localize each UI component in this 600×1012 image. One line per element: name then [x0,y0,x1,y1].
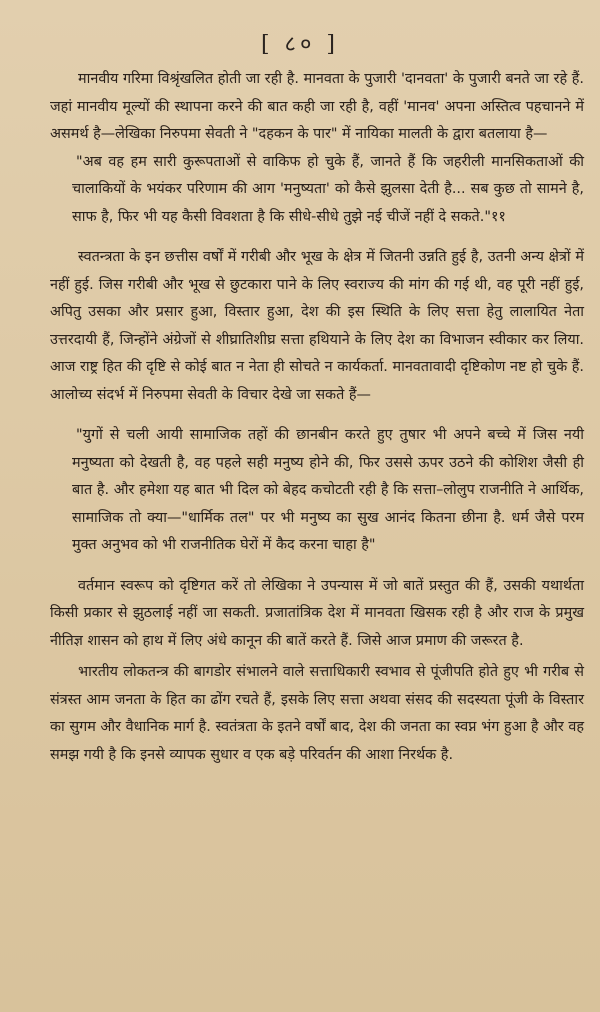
quote-dahkan-ke-paar: "अब वह हम सारी कुरूपताओं से वाकिफ हो चुके हैं, जानते हैं कि जहरीली मानसिकताओं की चालाकियों के भयंकर परिणाम की आग 'मनुष्यता' को कैसे झुलसा देती है... सब कुछ तो सामने है, साफ है, फिर भी यह कैसी विवशता है कि सीधे-सीधे तुझे नई चीजें नहीं दे सकते."११ [72,153,584,225]
paragraph-independence: स्वतन्त्रता के इन छत्तीस वर्षों में गरीबी और भूख के क्षेत्र में जितनी उन्नति हुई है, उतनी अन्य क्षेत्रों में नहीं हुई. जिस गरीबी और भूख से छुटकारा पाने के लिए स्वराज्य की मांग की गई थी, वह पूरी नहीं हुई, अपितु उसका और प्रसार हुआ, विस्तार हुआ, देश की इस स्थिति के लिए सत्ता हेतु लालायित नेता उत्तरदायी हैं, जिन्होंने अंग्रेजों से शीघ्रातिशीघ्र सत्ता हथियाने के लिए देश का विभाजन स्वीकार कर लिया. आज राष्ट्र हित की दृष्टि से कोई बात न नेता ही सोचते न कार्यकर्ता. मानवतावादी दृष्टिकोण नष्ट हो चुके हैं. आलोच्य संदर्भ में निरुपमा सेवती के विचार देखे जा सकते हैं— [50,249,584,403]
paragraph-intro: मानवीय गरिमा विश्रृंखलित होती जा रही है. मानवता के पुजारी 'दानवता' के पुजारी बनते जा रहे हैं. जहां मानवीय मूल्यों की स्थापना करने की बात कही जा रही है, वहीं 'मानव' अपना अस्तित्व पहचानने में असमर्थ है—लेखिका निरुपमा सेवती ने "दहकन के पार" में नायिका मालती के द्वारा बतलाया है— [50,71,584,142]
quote-tushar: "युगों से चली आयी सामाजिक तहों की छानबीन करते हुए तुषार भी अपने बच्चे में जिस नयी मनुष्यता को देखती है, वह पहले सही मनुष्य होने की, फिर उससे ऊपर उठने की कोशिश जैसी ही बात है. और हमेशा यह बात भी दिल को बेहद कचोटती रही है कि सत्ता–लोलुप राजनीति ने आर्थिक, सामाजिक तो क्या—"धार्मिक तल" पर भी मनुष्य का सुख आनंद कितना छीना है. धर्म जैसे परम मुक्त अनुभव को भी राजनीतिक घेरों में कैद करना चाहा है" [72,427,584,553]
paragraph-democracy: भारतीय लोकतन्त्र की बागडोर संभालने वाले सत्ताधिकारी स्वभाव से पूंजीपति होते हुए भी गरीब से संत्रस्त आम जनता के हित का ढोंग रचते हैं, इसके लिए सत्ता अथवा संसद की सदस्यता पूंजी के विस्तार का सुगम और वैधानिक मार्ग है. स्वतंत्रता के इतने वर्षों बाद, देश की जनता का स्वप्न भंग हुआ है और वह समझ गयी है कि इनसे व्यापक सुधार व एक बड़े परिवर्तन की आशा निरर्थक है. [50,664,584,763]
paragraph-present-form: वर्तमान स्वरूप को दृष्टिगत करें तो लेखिका ने उपन्यास में जो बातें प्रस्तुत की हैं, उसकी यथार्थता किसी प्रकार से झुठलाई नहीं जा सकती. प्रजातांत्रिक देश में मानवता खिसक रही है और राज के प्रमुख नीतिज्ञ शासन को हाथ में लिए अंधे कानून की बातें करते हैं. जिसे आज प्रमाण की जरूरत है. [50,577,584,649]
page-number: [ ८० ] [260,32,340,57]
body-text [50,66,584,769]
